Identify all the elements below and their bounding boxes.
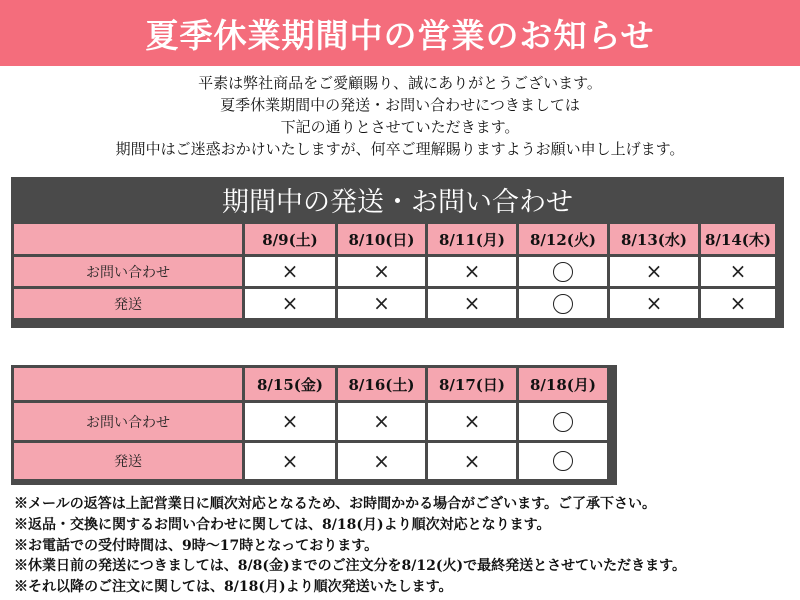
open-mark: [553, 412, 573, 432]
closed-mark: ×: [645, 259, 663, 283]
status-cell: [338, 257, 425, 286]
schedule-table-2: [11, 365, 610, 482]
open-mark: [553, 262, 573, 282]
notes-list: [14, 494, 794, 598]
open-mark: [553, 451, 573, 471]
schedule-panel-2: [11, 365, 617, 485]
closed-mark: ×: [729, 291, 747, 315]
header-corner: [14, 224, 242, 254]
status-cell: [519, 257, 607, 286]
status-cell: [519, 403, 607, 440]
date-header: 8/13(水): [610, 224, 698, 254]
note-item: ※メールの返答は上記営業日に順次対応となるため、お時間かかる場合がございます。ご了承下さい。: [14, 496, 657, 512]
status-cell: [245, 443, 335, 479]
row-label-inquiry: お問い合わせ: [14, 257, 242, 286]
status-cell: [245, 403, 335, 440]
table-row: [14, 289, 775, 318]
status-cell: [428, 443, 516, 479]
status-cell: [428, 257, 516, 286]
row-label-shipping: 発送: [14, 289, 242, 318]
status-cell: [245, 257, 335, 286]
table-row: [14, 443, 607, 479]
row-label-shipping: 発送: [14, 443, 242, 479]
closed-mark: ×: [373, 259, 390, 283]
closed-mark: ×: [645, 291, 663, 315]
date-header: 8/11(月): [428, 224, 516, 254]
status-cell: [338, 403, 425, 440]
closed-mark: ×: [463, 409, 481, 433]
note-item: ※返品・交換に関するお問い合わせに関しては、8/18(月)より順次対応となります。: [14, 516, 551, 533]
intro-line: 期間中はご迷惑おかけいたしますが、何卒ご理解賜りますようお願い申し上げます。: [115, 140, 685, 158]
date-header: 8/10(日): [338, 224, 425, 254]
date-header: 8/17(日): [428, 368, 516, 400]
intro-line: 夏季休業期間中の発送・お問い合わせにつきましては: [220, 96, 580, 114]
date-header: 8/15(金): [245, 368, 335, 400]
intro-line: 下記の通りとさせていただきます。: [280, 118, 520, 136]
closed-mark: ×: [281, 448, 299, 473]
status-cell: [610, 257, 698, 286]
status-cell: [428, 403, 516, 440]
header-corner: [14, 368, 242, 400]
table-row: [14, 403, 607, 440]
status-cell: [428, 289, 516, 318]
note-item: ※お電話での受付時間は、9時〜17時となっております。: [14, 537, 379, 554]
date-header: 8/18(月): [519, 368, 607, 400]
closed-mark: ×: [463, 259, 481, 283]
date-header: 8/12(火): [519, 224, 607, 254]
date-header: 8/14(木): [701, 224, 775, 254]
status-cell: [338, 289, 425, 318]
status-cell: [701, 289, 775, 318]
intro-line: 平素は弊社商品をご愛顧賜り、誠にありがとうございます。: [198, 74, 602, 92]
date-header: 8/9(土): [245, 224, 335, 254]
note-item: ※それ以降のご注文に関しては、8/18(月)より順次発送いたします。: [14, 579, 453, 596]
schedule-panel-1: [11, 177, 784, 328]
notice-banner: [0, 0, 800, 66]
closed-mark: ×: [729, 259, 747, 283]
status-cell: [701, 257, 775, 286]
closed-mark: ×: [463, 448, 481, 473]
closed-mark: ×: [281, 259, 299, 283]
table-row: [14, 257, 775, 286]
closed-mark: ×: [281, 291, 299, 315]
closed-mark: ×: [463, 291, 481, 315]
status-cell: [245, 289, 335, 318]
notice-title: 夏季休業期間中の営業のお知らせ: [145, 15, 655, 55]
row-label-inquiry: お問い合わせ: [14, 403, 242, 440]
date-header: 8/16(土): [338, 368, 425, 400]
schedule-title: 期間中の発送・お問い合わせ: [222, 187, 573, 218]
status-cell: [610, 289, 698, 318]
schedule-table-1: [11, 221, 778, 321]
closed-mark: ×: [373, 409, 390, 433]
open-mark: [553, 294, 573, 314]
note-item: ※休業日前の発送につきましては、8/8(金)までのご注文分を8/12(火)で最終発送とさせていただきます。: [14, 558, 687, 575]
status-cell: [519, 289, 607, 318]
closed-mark: ×: [373, 291, 390, 315]
closed-mark: ×: [281, 409, 299, 433]
status-cell: [338, 443, 425, 479]
status-cell: [519, 443, 607, 479]
closed-mark: ×: [373, 448, 390, 473]
intro-text: [0, 72, 800, 160]
